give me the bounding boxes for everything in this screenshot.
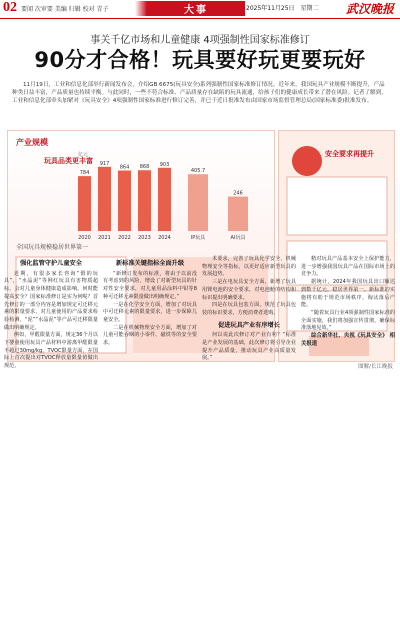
value-label-2020: 784	[79, 170, 90, 177]
article-lead: 11月19日，工业和信息化部举行新闻发布会，介绍GB 6675(玩具安全)系列强制性国家标准修订情况。近年来，我国玩具产业规模不断提升，产品种类日益丰富，产品质量也持续平衡。与此同时，一些不符合标准、产品质量存在缺陷的玩具流通，给孩子们的健康成长带来了潜在风险。记者了解到，工业和信息化部牵头加紧对《玩具安全》4项强制性国家标准进行修订完善，并已于近日批准发布由国家市场监督管理总局(国家标准委)批准发布。	[12, 82, 387, 105]
bar-2020	[78, 176, 91, 231]
column-3-para-1: 术要求，完善了玩具化学安全、机械物理安全等指标，以更好适应新型玩具的发展趋势。	[202, 256, 296, 278]
column-4	[301, 256, 395, 348]
column-2-para-1: “新修订发布的标准，将由于以前没有考虑到的风险，增设了对新型玩具的针对性安全要求，对儿童用品涂料中铅等8种可迁移元素限量做出明确规定。”	[103, 270, 197, 300]
shield-icon	[292, 146, 322, 176]
extra-bar-1	[228, 197, 248, 231]
tick-label-2021: 2021	[98, 235, 111, 241]
bar-2022	[118, 171, 131, 231]
issue-date: 2025年11月25日 星期二	[246, 5, 319, 12]
column-1-heading: 强化监管守护儿童安全	[20, 260, 82, 267]
value-label-2022: 864	[119, 164, 130, 171]
article-body	[4, 256, 396, 622]
article-byline: 综合新华社、央视《玩具安全》 相关报道	[301, 333, 395, 347]
column-4-para-2: 据统计，2024年我国玩具出口额达到数千亿元，稳居世界第一。新标准的实施将有助于规范市场秩序，淘汰落后产能。	[301, 279, 395, 309]
column-2-para-2: 一是在化学安全方面，增加了对玩具中可迁移元素的限量要求，进一步保障儿童安全。	[103, 301, 197, 323]
extra-value-label-0: 405.7	[190, 168, 206, 175]
header-rule	[0, 18, 400, 19]
column-1-para-1: 近期，有很多家长咨询“假的玩具”，“水晶泥”等网红玩具有害物质超标，会对儿童身体健康造成影响。何时能提高安全？国家标准修订是实为何呢？首先修订的一部分内容是增加规定可迁移元素的限量要求，对儿童使用的产品要求检验检测，“泥”“水晶泥”等产品可迁移限量做出明确规定。	[4, 270, 98, 331]
extra-value-label-1: 246	[233, 190, 243, 197]
requirements-card-1	[287, 177, 387, 235]
column-1	[4, 256, 98, 371]
article-kicker: 事关千亿市场和儿童健康 4项强制性国家标准修订	[90, 35, 310, 46]
bar-2021	[98, 167, 111, 231]
column-2-heading: 新标准关键指标全面升级	[115, 260, 185, 267]
extra-bar-0	[188, 174, 208, 231]
graphic-title: 玩具品类更丰富	[44, 157, 93, 165]
tick-label-2020: 2020	[78, 235, 91, 241]
tick-label-2024: 2024	[158, 235, 171, 241]
column-1-para-2: 例如，甲醛限量方面，规定36个月以下婴童使用玩具产品材料中游离甲醛限量不超过30mg/kg，TVOC限量方面，在国际上首次提出对TVOC释放量限量值做出规范。	[4, 332, 98, 370]
legend-caption: 全国玩具规模稳居世界第一	[16, 244, 89, 251]
tick-label-2022: 2022	[118, 235, 131, 241]
column-3	[202, 256, 296, 363]
extra-tick-label-1: AI玩具	[230, 235, 246, 241]
tick-label-2023: 2023	[138, 235, 151, 241]
value-label-2023: 868	[139, 164, 150, 171]
banner-decoration	[135, 1, 147, 16]
page-meta: 要闻 次审要 美编 归辑 校对 青子	[21, 5, 109, 13]
column-3-subheading: 促进玩具产业有序增长	[218, 321, 280, 329]
column-2	[103, 256, 197, 348]
section-banner	[147, 1, 245, 16]
bar-2023	[138, 170, 151, 231]
section-label: 大事	[184, 5, 208, 16]
chart-title: 产业规模	[16, 138, 48, 147]
column-3-sub-para-1: 何以说此次修订对产业有利？“标准是产业发展的基础，此次修订将引导企业提升产品质量，推动玩具产业高质量发展。”	[202, 332, 296, 362]
column-4-para-3: “随着玩具行业4项强制性国家标准的全面实施，我们将加强宣传贯彻，确保标准落地见效。”	[301, 309, 395, 332]
side-title: 安全要求再提升	[325, 150, 374, 158]
column-3-para-2: 三是在电玩具安全方面，新增了玩具用锂电池的安全要求，对电池舱的结构和标识提出明确要求。	[202, 279, 296, 301]
article-headline: 90分才合格！玩具要好玩更要玩好	[34, 48, 366, 72]
extra-tick-label-0: IP玩具	[190, 235, 206, 241]
y-axis-label: 亿元	[78, 152, 89, 158]
page-number: 02	[3, 0, 17, 15]
column-2-para-3: 二是在机械物理安全方面，增加了对儿童可能吞咽的小零件、磁铁等的安全要求。	[103, 324, 197, 347]
value-label-2024: 903	[159, 161, 170, 168]
graphic-caption: 图解/长江晚报	[358, 364, 393, 370]
bar-2024	[158, 168, 171, 231]
column-4-para-1: 精对玩具产品基本安全上保护能力，进一步增强我国玩具产品在国际市场上的竞争力。	[301, 256, 395, 278]
newspaper-logo: 武汉晚报	[345, 2, 394, 16]
column-3-para-3: 四是在玩具包装方面，规范了玩具包装的标识要求，方便消费者选购。	[202, 302, 296, 316]
value-label-2021: 917	[99, 160, 110, 167]
